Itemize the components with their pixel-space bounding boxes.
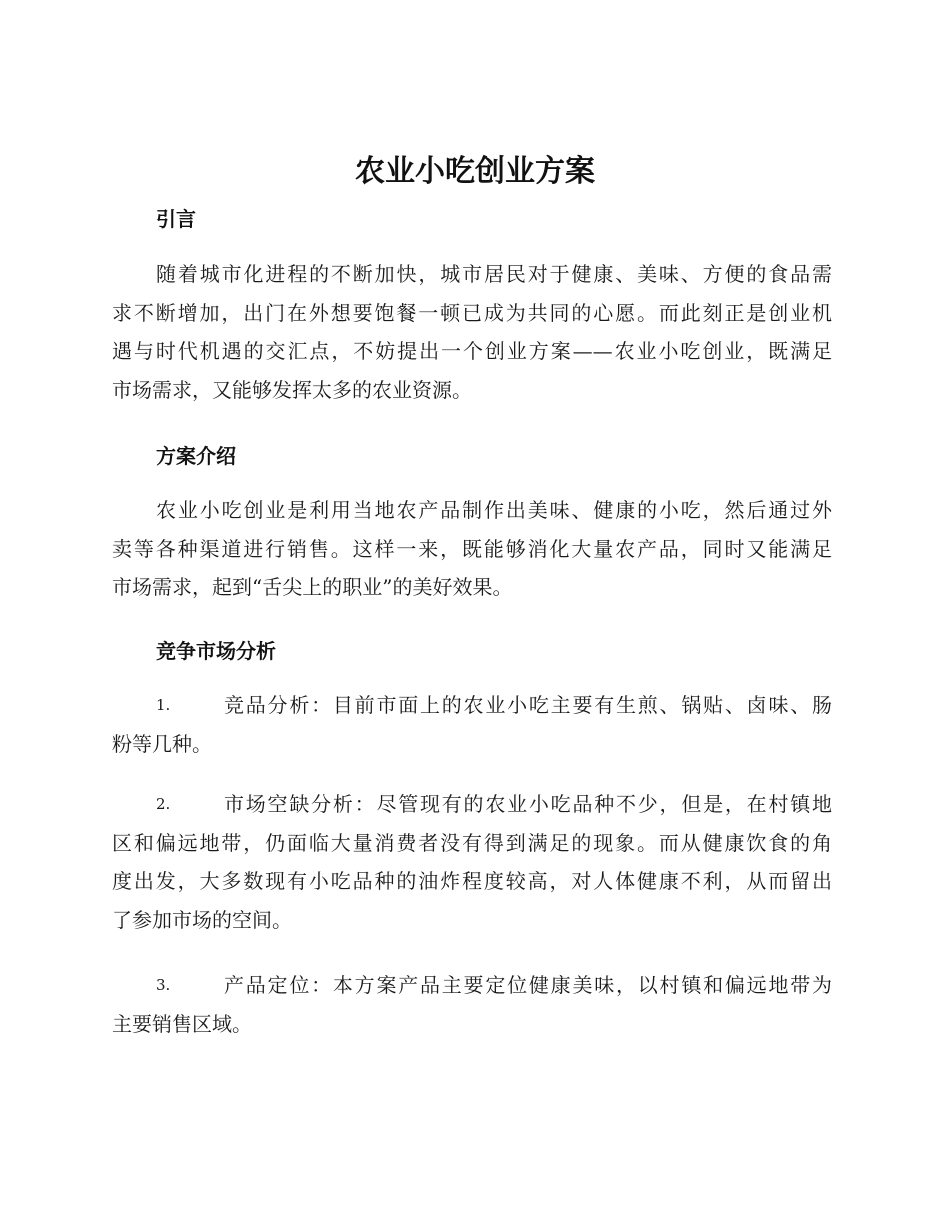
item-line: 主要销售区域。 (112, 1011, 252, 1036)
introduction-paragraph (112, 255, 832, 409)
item-number: 1. (156, 696, 171, 714)
numbered-item-1 (112, 686, 832, 763)
item-line: 市场空缺分析：尽管现有的农业小吃品种不少，但是，在村镇地 (224, 792, 832, 816)
numbered-item-2 (112, 785, 832, 939)
paragraph-line: 市场需求，起到“舌尖上的职业”的美好效果。 (112, 575, 513, 599)
section-heading-plan-introduction: 方案介绍 (156, 444, 236, 468)
item-number: 3. (156, 976, 171, 994)
document-title: 农业小吃创业方案 (355, 154, 595, 189)
paragraph-line: 遇与时代机遇的交汇点，不妨提出一个创业方案——农业小吃创业，既满足 (112, 339, 832, 363)
item-line: 产品定位：本方案产品主要定位健康美味，以村镇和偏远地带为 (224, 973, 832, 997)
section-heading-competitive-analysis: 竞争市场分析 (156, 639, 276, 663)
item-line: 竞品分析：目前市面上的农业小吃主要有生煎、锅贴、卤味、肠 (224, 693, 832, 717)
item-line: 区和偏远地带，仍面临大量消费者没有得到满足的现象。而从健康饮食的角 (112, 830, 832, 855)
paragraph-line: 农业小吃创业是利用当地农产品制作出美味、健康的小吃，然后通过外 (156, 498, 832, 522)
item-line: 粉等几种。 (112, 731, 212, 756)
paragraph-line: 市场需求，又能够发挥太多的农业资源。 (112, 377, 472, 402)
item-line: 度出发，大多数现有小吃品种的油炸程度较高，对人体健康不利，从而留出 (112, 869, 832, 893)
plan-introduction-paragraph (112, 491, 832, 607)
section-heading-introduction: 引言 (156, 207, 196, 231)
paragraph-line: 卖等各种渠道进行销售。这样一来，既能够消化大量农产品，同时又能满足 (112, 536, 832, 561)
numbered-item-3 (112, 966, 832, 1043)
paragraph-line: 随着城市化进程的不断加快，城市居民对于健康、美味、方便的食品需 (156, 262, 832, 286)
item-line: 了参加市场的空间。 (112, 907, 292, 932)
item-number: 2. (156, 795, 171, 813)
paragraph-line: 求不断增加，出门在外想要饱餐一顿已成为共同的心愿。而此刻正是创业机 (112, 300, 832, 325)
